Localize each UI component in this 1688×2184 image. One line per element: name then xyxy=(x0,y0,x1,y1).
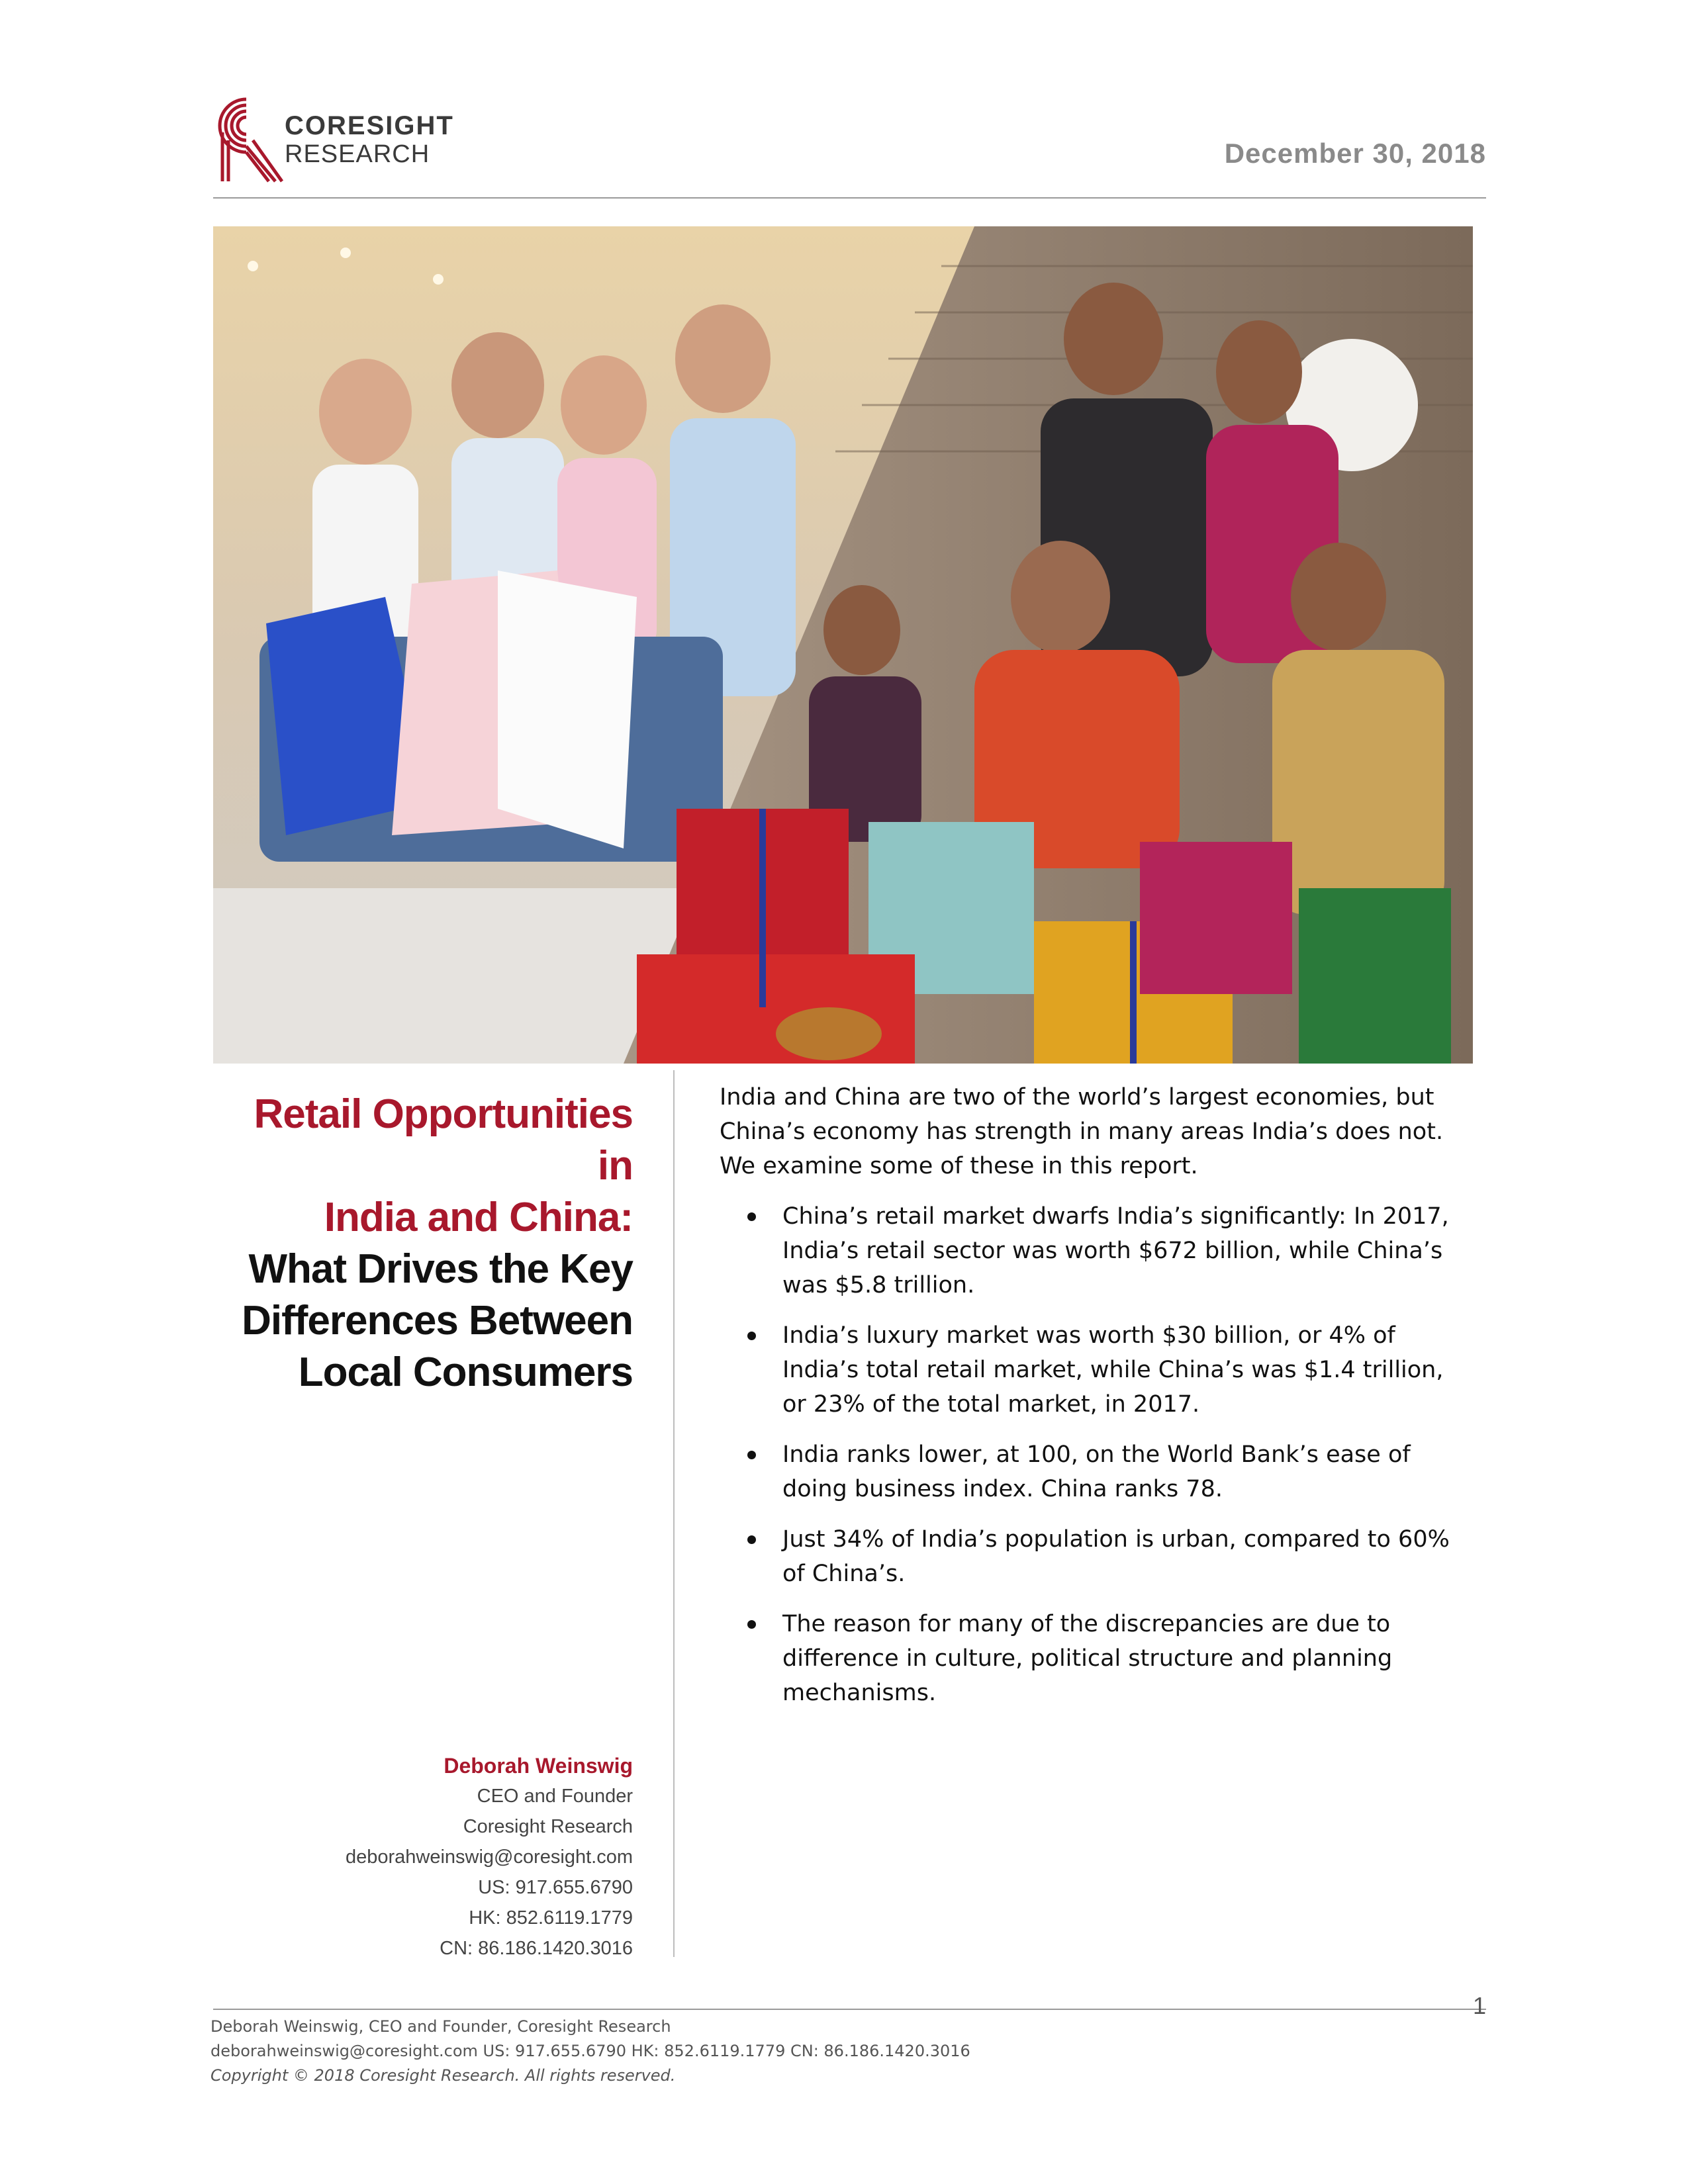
intro-paragraph: India and China are two of the world’s largest economies, but China’s economy has strength in many areas India’s does not. We examine some of these in this report. xyxy=(720,1084,1444,1179)
title-line: India and China: xyxy=(324,1195,633,1240)
bullet-icon xyxy=(747,1535,756,1544)
footer-contact: deborahweinswig@coresight.com US: 917.655.6790 HK: 852.6119.1779 CN: 86.186.1420.3016 xyxy=(211,2042,970,2060)
list-item-text: China’s retail market dwarfs India’s significantly: In 2017, India’s retail sector was worth $672 billion, while China’s was $5.8 trillion. xyxy=(782,1203,1449,1298)
author-email[interactable]: deborahweinswig@coresight.com xyxy=(345,1846,633,1868)
report-title xyxy=(213,1089,633,1398)
logo-wordmark-coresight: CORESIGHT xyxy=(285,111,454,140)
footer-copyright: Copyright © 2018 Coresight Research. All rights reserved. xyxy=(211,2066,676,2085)
list-item xyxy=(720,1199,1468,1302)
list-item-text: India’s luxury market was worth $30 billion, or 4% of India’s total retail market, while China’s was $1.4 trillion, or 23% of the total market, in 2017. xyxy=(782,1322,1444,1418)
list-item-text: India ranks lower, at 100, on the World Bank’s ease of doing business index. China ranks 78. xyxy=(782,1441,1411,1502)
key-points-list xyxy=(720,1199,1468,1726)
author-phone-us: US: 917.655.6790 xyxy=(478,1877,633,1898)
author-role: CEO and Founder xyxy=(477,1786,633,1807)
list-item xyxy=(720,1607,1468,1710)
bullet-icon xyxy=(747,1451,756,1459)
family-shopping-photo xyxy=(213,226,1473,1064)
report-date: December 30, 2018 xyxy=(1224,138,1486,169)
author-phone-hk: HK: 852.6119.1779 xyxy=(469,1907,633,1929)
bullet-icon xyxy=(747,1212,756,1221)
title-line: Retail Opportunities in xyxy=(254,1091,633,1189)
list-item xyxy=(720,1522,1468,1591)
author-company: Coresight Research xyxy=(463,1816,633,1837)
page-number: 1 xyxy=(1472,1992,1486,2019)
bullet-icon xyxy=(747,1332,756,1340)
list-item xyxy=(720,1437,1468,1506)
title-red-block xyxy=(213,1089,633,1244)
author-name: Deborah Weinswig xyxy=(444,1754,633,1778)
footer-author: Deborah Weinswig, CEO and Founder, Coresight Research xyxy=(211,2017,671,2036)
subtitle-block xyxy=(213,1244,633,1398)
author-contact xyxy=(346,1751,633,1964)
list-item-text: The reason for many of the discrepancies are due to difference in culture, political structure and planning mechanisms. xyxy=(782,1611,1393,1706)
subtitle-line: What Drives the Key xyxy=(248,1246,633,1292)
bullet-icon xyxy=(747,1620,756,1629)
footer-divider xyxy=(213,2009,1486,2010)
subtitle-line: Differences Between xyxy=(242,1298,633,1343)
footer xyxy=(211,2015,970,2088)
column-divider xyxy=(673,1070,675,1957)
logo-wordmark-research: RESEARCH xyxy=(285,140,430,168)
list-item xyxy=(720,1318,1468,1422)
author-phone-cn: CN: 86.186.1420.3016 xyxy=(440,1938,633,1959)
list-item-text: Just 34% of India’s population is urban, compared to 60% of China’s. xyxy=(782,1526,1450,1587)
header-divider xyxy=(213,197,1486,199)
subtitle-line: Local Consumers xyxy=(298,1349,633,1395)
